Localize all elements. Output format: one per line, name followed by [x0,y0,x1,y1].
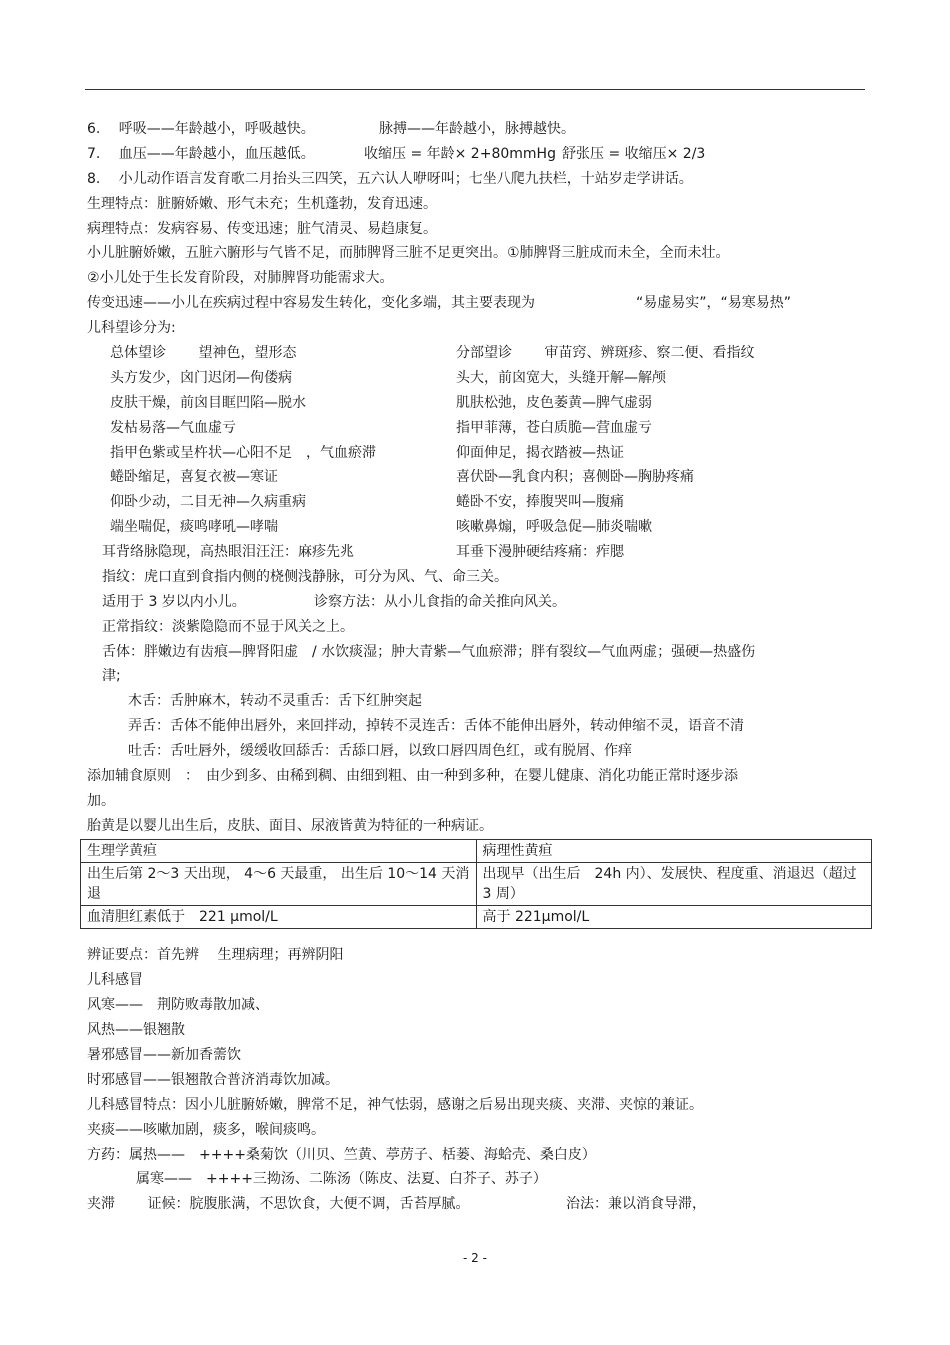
fingerprint-def: 指纹：虎口直到食指内侧的桡侧浅静脉，可分为风、气、命三关。 [102,569,508,585]
feeding-principle-1: 添加辅食原则 ： 由少到多、由稀到稠、由细到粗、由一种到多种，在婴儿健康、消化功能正常时逐步添 [87,768,738,784]
transmission-para: 传变迅速——小儿在疾病过程中容易发生转化，变化多端，其主要表现为 [87,295,535,311]
pathology-traits: 病理特点：发病容易、传变迅速；脏气清灵、易趋康复。 [87,221,437,237]
item-7-systolic: 收缩压 = 年龄× 2+80mmHg [364,146,556,162]
tongue-body-1: 舌体：胖嫩边有齿痕—脾肾阳虚 / 水饮痰湿；肿大青紫—气血瘀滞；胖有裂纹—气血两虚；强硬—热盛伤 [102,644,756,660]
tongue-wooden: 木舌：舌肿麻木，转动不灵重舌：舌下红肿突起 [128,693,422,709]
food-stagnation-treatment: 治法：兼以消食导滞， [566,1196,706,1212]
cold-features: 儿科感冒特点：因小儿脏腑娇嫩，脾常不足，神气怯弱，感谢之后易出现夹痰、夹滞、夹惊的兼证。 [87,1097,703,1113]
pediatric-cold-heading: 儿科感冒 [87,972,143,988]
inspection-left-9: 耳背络脉隐现，高热眼泪汪汪：麻疹先兆 [102,544,354,560]
inspection-right-5: 仰面伸足，揭衣踏被—热证 [456,445,624,461]
fingerprint-applicable: 适用于 3 岁以内小儿。 [102,594,246,610]
inspection-left-5: 指甲色紫或呈杵状—心阳不足 ，气血瘀滞 [110,445,376,461]
inspection-left-7: 仰卧少动，二目无神—久病重病 [110,494,306,510]
item-6-breathing: 6. 呼吸——年龄越小，呼吸越快。 [87,121,315,137]
tongue-protruding: 吐舌：舌吐唇外，缓缓收回舔舌：舌舔口唇，以致口唇四周色红，或有脱屑、作痒 [128,743,632,759]
top-rule [85,89,865,90]
table-header-row [81,840,872,863]
inspection-right-1: 分部望诊 审苗窍、辨斑疹、察二便、看指纹 [456,345,755,361]
organs-para-2: ②小儿处于生长发育阶段，对肺脾肾功能需求大。 [87,270,394,286]
item-6-pulse: 脉搏——年龄越小，脉搏越快。 [379,121,575,137]
feeding-principle-2: 加。 [87,793,115,809]
wind-heat: 风热——银翘散 [87,1022,185,1038]
fingerprint-method: 诊察方法：从小儿食指的命关推向风关。 [314,594,566,610]
table-cell: 出生后第 2～3 天出现， 4～6 天最重， 出生后 10～14 天消退 [81,863,477,906]
inspection-heading: 儿科望诊分为: [87,320,176,336]
inspection-left-8: 端坐喘促，痰鸣哮吼—哮喘 [110,519,278,535]
table-row [81,906,872,929]
inspection-left-1: 总体望诊 望神色，望形态 [110,345,297,361]
epidemic-cold: 时邪感冒——银翘散合普济消毒饮加减。 [87,1072,339,1088]
prescription-heat: 方药：属热—— ++++桑菊饮（川贝、竺黄、葶苈子、栝蒌、海蛤壳、桑白皮） [87,1147,596,1163]
differentiation-points: 辨证要点：首先辨 生理病理；再辨阴阳 [87,947,344,963]
organs-para-1: 小儿脏腑娇嫩，五脏六腑形与气皆不足，而肺脾肾三脏不足更突出。①肺脾肾三脏成而未全，全而未壮。 [87,245,730,261]
tongue-body-2: 津; [102,668,121,684]
inspection-left-2: 头方发少，囟门迟闭—佝偻病 [110,370,292,386]
inspection-left-4: 发枯易落—气血虚亏 [110,420,236,436]
tongue-playing: 弄舌：舌体不能伸出唇外，来回拌动，掉转不灵连舌：舌体不能伸出唇外，转动伸缩不灵，语音不清 [128,718,744,734]
inspection-right-2: 头大，前囟宽大，头缝开解—解颅 [456,370,666,386]
item-7-bp: 7. 血压——年龄越小，血压越低。 [87,146,315,162]
table-cell: 高于 221μmol/L [476,906,872,929]
jaundice-table [80,839,872,929]
food-stagnation-symptoms: 夹滞 证候：脘腹胀满，不思饮食，大便不调，舌苔厚腻。 [87,1196,470,1212]
inspection-left-3: 皮肤干燥，前囟目眶凹陷—脱水 [110,395,306,411]
table-header: 病理性黄疸 [476,840,872,863]
prescription-cold: 属寒—— ++++三拗汤、二陈汤（陈皮、法夏、白芥子、苏子） [136,1171,547,1187]
item-8-development: 8. 小儿动作语言发育歌二月抬头三四笑，五六认人咿呀叫；七坐八爬九扶栏，十站岁走学讲话。 [87,171,693,187]
phlegm-complication: 夹痰——咳嗽加剧，痰多，喉间痰鸣。 [87,1122,325,1138]
table-row [81,863,872,906]
item-7-diastolic: 舒张压 = 收缩压× 2/3 [562,146,706,162]
inspection-right-7: 蜷卧不安，捧腹哭叫—腹痛 [456,494,624,510]
table-cell: 出现早（出生后 24h 内）、发展快、程度重、消退迟（超过 3 周） [476,863,872,906]
normal-fingerprint: 正常指纹：淡紫隐隐而不显于风关之上。 [102,619,354,635]
inspection-right-6: 喜伏卧—乳食内积；喜侧卧—胸胁疼痛 [456,469,694,485]
table-header: 生理学黄疸 [81,840,477,863]
inspection-right-3: 肌肤松弛，皮色萎黄—脾气虚弱 [456,395,652,411]
inspection-right-8: 咳嗽鼻煽，呼吸急促—肺炎喘嗽 [456,519,652,535]
wind-cold: 风寒—— 荆防败毒散加减、 [87,997,269,1013]
table-cell: 血清胆红素低于 221 μmol/L [81,906,477,929]
inspection-right-4: 指甲菲薄，苍白质脆—营血虚亏 [456,420,652,436]
transmission-quote: “易虚易实”，“易寒易热” [636,295,792,311]
physiology-traits: 生理特点：脏腑娇嫩、形气未充；生机蓬勃，发育迅速。 [87,196,437,212]
inspection-right-9: 耳垂下漫肿硬结疼痛：痄腮 [456,544,624,560]
page-number: - 2 - [463,1251,487,1265]
neonatal-jaundice-def: 胎黄是以婴儿出生后，皮肤、面目、尿液皆黄为特征的一种病证。 [87,818,493,834]
summer-cold: 暑邪感冒——新加香薷饮 [87,1047,241,1063]
inspection-left-6: 蜷卧缩足，喜复衣被—寒证 [110,469,278,485]
